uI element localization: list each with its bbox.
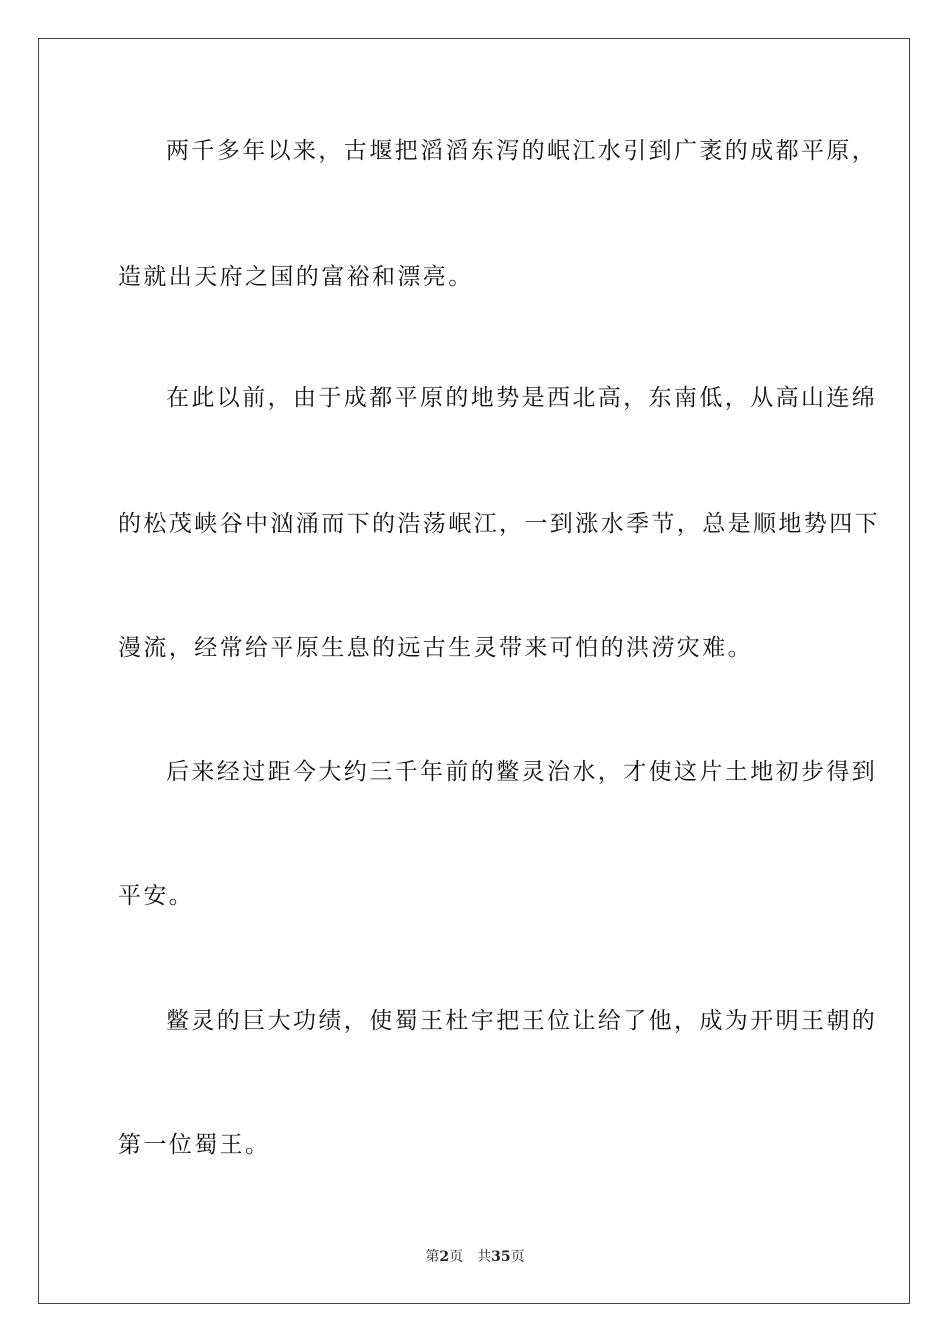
current-page-number: 2 <box>439 1249 450 1265</box>
paragraph-2-line-3: 漫流，经常给平原生息的远古生灵带来可怕的洪涝灾难。 <box>118 635 753 661</box>
paragraph-2-line-1: 在此以前，由于成都平原的地势是西北高，东南低，从高山连绵 <box>166 385 878 411</box>
total-prefix: 共 <box>477 1249 492 1265</box>
paragraph-3-line-2: 平安。 <box>118 883 195 909</box>
paragraph-2-line-2: 的松茂峡谷中汹涌而下的浩荡岷江，一到涨水季节，总是顺地势四下 <box>118 511 880 537</box>
paragraph-1-line-1: 两千多年以来，古堰把滔滔东泻的岷江水引到广袤的成都平原， <box>166 138 878 164</box>
paragraph-3-line-1: 后来经过距今大约三千年前的鳖灵治水，才使这片土地初步得到 <box>166 759 878 785</box>
total-pages-number: 35 <box>491 1249 511 1265</box>
page-border <box>38 38 910 1304</box>
page-footer <box>0 1248 950 1266</box>
paragraph-1-line-2: 造就出天府之国的富裕和漂亮。 <box>118 264 474 290</box>
page-suffix: 页 <box>449 1249 464 1265</box>
page-prefix: 第 <box>425 1249 440 1265</box>
paragraph-4-line-1: 鳖灵的巨大功绩，使蜀王杜宇把王位让给了他，成为开明王朝的 <box>166 1008 878 1034</box>
total-suffix: 页 <box>510 1249 525 1265</box>
paragraph-4-line-2: 第一位蜀王。 <box>118 1132 271 1158</box>
